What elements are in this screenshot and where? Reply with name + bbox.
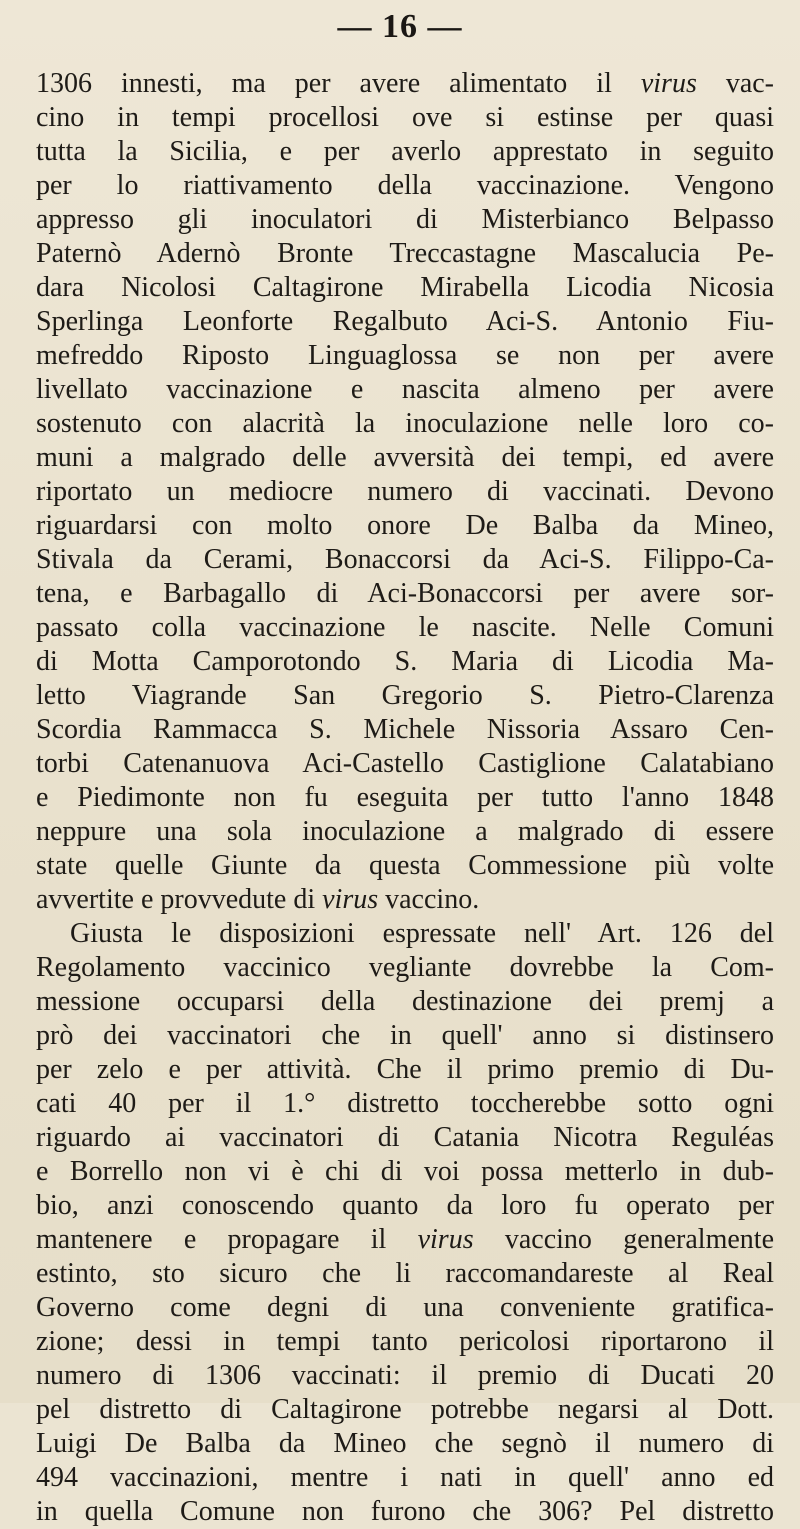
text-run: letto Viagrande San Gregorio S. Pietro-Clarenza bbox=[36, 680, 774, 711]
text-line bbox=[36, 1393, 774, 1427]
text-run: estinto, sto sicuro che li raccomandareste al Real bbox=[36, 1258, 774, 1289]
text-run: Sperlinga Leonforte Regalbuto Aci-S. Antonio Fiu- bbox=[36, 306, 774, 337]
text-line bbox=[36, 441, 774, 475]
text-line bbox=[36, 1461, 774, 1495]
text-run: bio, anzi conoscendo quanto da loro fu operato per bbox=[36, 1190, 774, 1221]
text-line bbox=[36, 815, 774, 849]
text-line bbox=[36, 645, 774, 679]
text-run: per lo riattivamento della vaccinazione. Vengono bbox=[36, 170, 774, 201]
text-run: vac- bbox=[696, 68, 775, 99]
text-line bbox=[36, 1427, 774, 1461]
text-line bbox=[36, 1087, 774, 1121]
text-run: Paternò Adernò Bronte Treccastagne Mascalucia Pe- bbox=[36, 238, 774, 269]
text-line bbox=[36, 1155, 774, 1189]
text-run: avvertite e provvedute di bbox=[36, 884, 323, 915]
text-line bbox=[36, 1359, 774, 1393]
text-run: Governo come degni di una conveniente gratifica- bbox=[36, 1292, 774, 1323]
text-run: neppure una sola inoculazione a malgrado di essere bbox=[36, 816, 774, 847]
text-run: tutta la Sicilia, e per averlo apprestato in seguito bbox=[36, 136, 774, 167]
text-line bbox=[36, 339, 774, 373]
text-run: 1306 innesti, ma per avere alimentato il bbox=[36, 68, 641, 99]
text-line bbox=[36, 611, 774, 645]
text-run: riportato un mediocre numero di vaccinati. Devono bbox=[36, 476, 774, 507]
text-run: torbi Catenanuova Aci-Castello Castiglione Calatabiano bbox=[36, 748, 774, 779]
italic-term: virus bbox=[417, 1224, 474, 1255]
text-line bbox=[36, 577, 774, 611]
text-line bbox=[36, 305, 774, 339]
text-line bbox=[36, 849, 774, 883]
text-line bbox=[36, 883, 774, 917]
text-run: prò dei vaccinatori che in quell' anno si distinsero bbox=[36, 1020, 774, 1051]
text-run: pel distretto di Caltagirone potrebbe negarsi al Dott. bbox=[36, 1394, 774, 1425]
text-run: Luigi De Balba da Mineo che segnò il numero di bbox=[36, 1428, 774, 1459]
text-run: Stivala da Cerami, Bonaccorsi da Aci-S. Filippo-Ca- bbox=[36, 544, 774, 575]
text-run: Scordia Rammacca S. Michele Nissoria Assaro Cen- bbox=[36, 714, 774, 745]
text-run: dara Nicolosi Caltagirone Mirabella Licodia Nicosia bbox=[36, 272, 774, 303]
text-line bbox=[36, 271, 774, 305]
text-run: mefreddo Riposto Linguaglossa se non per avere bbox=[36, 340, 774, 371]
text-run: riguardo ai vaccinatori di Catania Nicotra Reguléas bbox=[36, 1122, 774, 1153]
text-run: muni a malgrado delle avversità dei tempi, ed avere bbox=[36, 442, 774, 473]
text-run: sostenuto con alacrità la inoculazione nelle loro co- bbox=[36, 408, 774, 439]
text-run: messione occuparsi della destinazione dei premj a bbox=[36, 986, 774, 1017]
text-run: numero di 1306 vaccinati: il premio di Ducati 20 bbox=[36, 1360, 774, 1391]
text-run: 494 vaccinazioni, mentre i nati in quell' anno ed bbox=[36, 1462, 774, 1493]
text-line bbox=[36, 1291, 774, 1325]
text-run: Giusta le disposizioni espressate nell' Art. 126 del bbox=[70, 918, 774, 949]
text-run: mantenere e propagare il bbox=[36, 1224, 418, 1255]
text-run: Regolamento vaccinico vegliante dovrebbe la Com- bbox=[36, 952, 774, 983]
text-run: passato colla vaccinazione le nascite. Nelle Comuni bbox=[36, 612, 774, 643]
text-line bbox=[36, 1325, 774, 1359]
text-line bbox=[36, 951, 774, 985]
text-line bbox=[36, 543, 774, 577]
text-run: livellato vaccinazione e nascita almeno per avere bbox=[36, 374, 774, 405]
text-line bbox=[36, 373, 774, 407]
text-run: e Borrello non vi è chi di voi possa metterlo in dub- bbox=[36, 1156, 774, 1187]
text-run: state quelle Giunte da questa Commessione più volte bbox=[36, 850, 774, 881]
text-line bbox=[36, 1495, 774, 1529]
italic-term: virus bbox=[322, 884, 379, 915]
text-run: cino in tempi procellosi ove si estinse per quasi bbox=[36, 102, 774, 133]
text-line bbox=[36, 713, 774, 747]
text-line bbox=[36, 747, 774, 781]
text-line bbox=[36, 475, 774, 509]
page-number: — 16 — bbox=[337, 8, 463, 45]
text-line bbox=[36, 1223, 774, 1257]
text-run: riguardarsi con molto onore De Balba da Mineo, bbox=[36, 510, 774, 541]
text-run: e Piedimonte non fu eseguita per tutto l'anno 1848 bbox=[36, 782, 774, 813]
text-line bbox=[36, 169, 774, 203]
text-run: di Motta Camporotondo S. Maria di Licodia Ma- bbox=[36, 646, 774, 677]
text-line bbox=[36, 985, 774, 1019]
text-line bbox=[36, 135, 774, 169]
text-line bbox=[36, 1019, 774, 1053]
italic-term: virus bbox=[640, 68, 697, 99]
text-run: vaccino. bbox=[378, 884, 480, 915]
text-run: appresso gli inoculatori di Misterbianco Belpasso bbox=[36, 204, 774, 235]
text-run: cati 40 per il 1.° distretto toccherebbe sotto ogni bbox=[36, 1088, 774, 1119]
text-line bbox=[36, 781, 774, 815]
text-run: per zelo e per attività. Che il primo premio di Du- bbox=[36, 1054, 774, 1085]
text-run: in quella Comune non furono che 306? Pel distretto bbox=[36, 1496, 774, 1527]
text-line bbox=[36, 1121, 774, 1155]
text-run: zione; dessi in tempi tanto pericolosi riportarono il bbox=[36, 1326, 774, 1357]
text-line bbox=[36, 1053, 774, 1087]
text-line bbox=[36, 1257, 774, 1291]
text-run: vaccino generalmente bbox=[473, 1224, 774, 1255]
text-line bbox=[36, 101, 774, 135]
text-line bbox=[36, 407, 774, 441]
text-run: tena, e Barbagallo di Aci-Bonaccorsi per avere sor- bbox=[36, 578, 774, 609]
body-text bbox=[36, 67, 774, 1529]
text-line bbox=[36, 237, 774, 271]
text-line bbox=[36, 1189, 774, 1223]
text-line bbox=[36, 203, 774, 237]
text-line bbox=[36, 509, 774, 543]
text-line bbox=[36, 917, 774, 951]
text-line bbox=[36, 679, 774, 713]
text-line bbox=[36, 67, 774, 101]
